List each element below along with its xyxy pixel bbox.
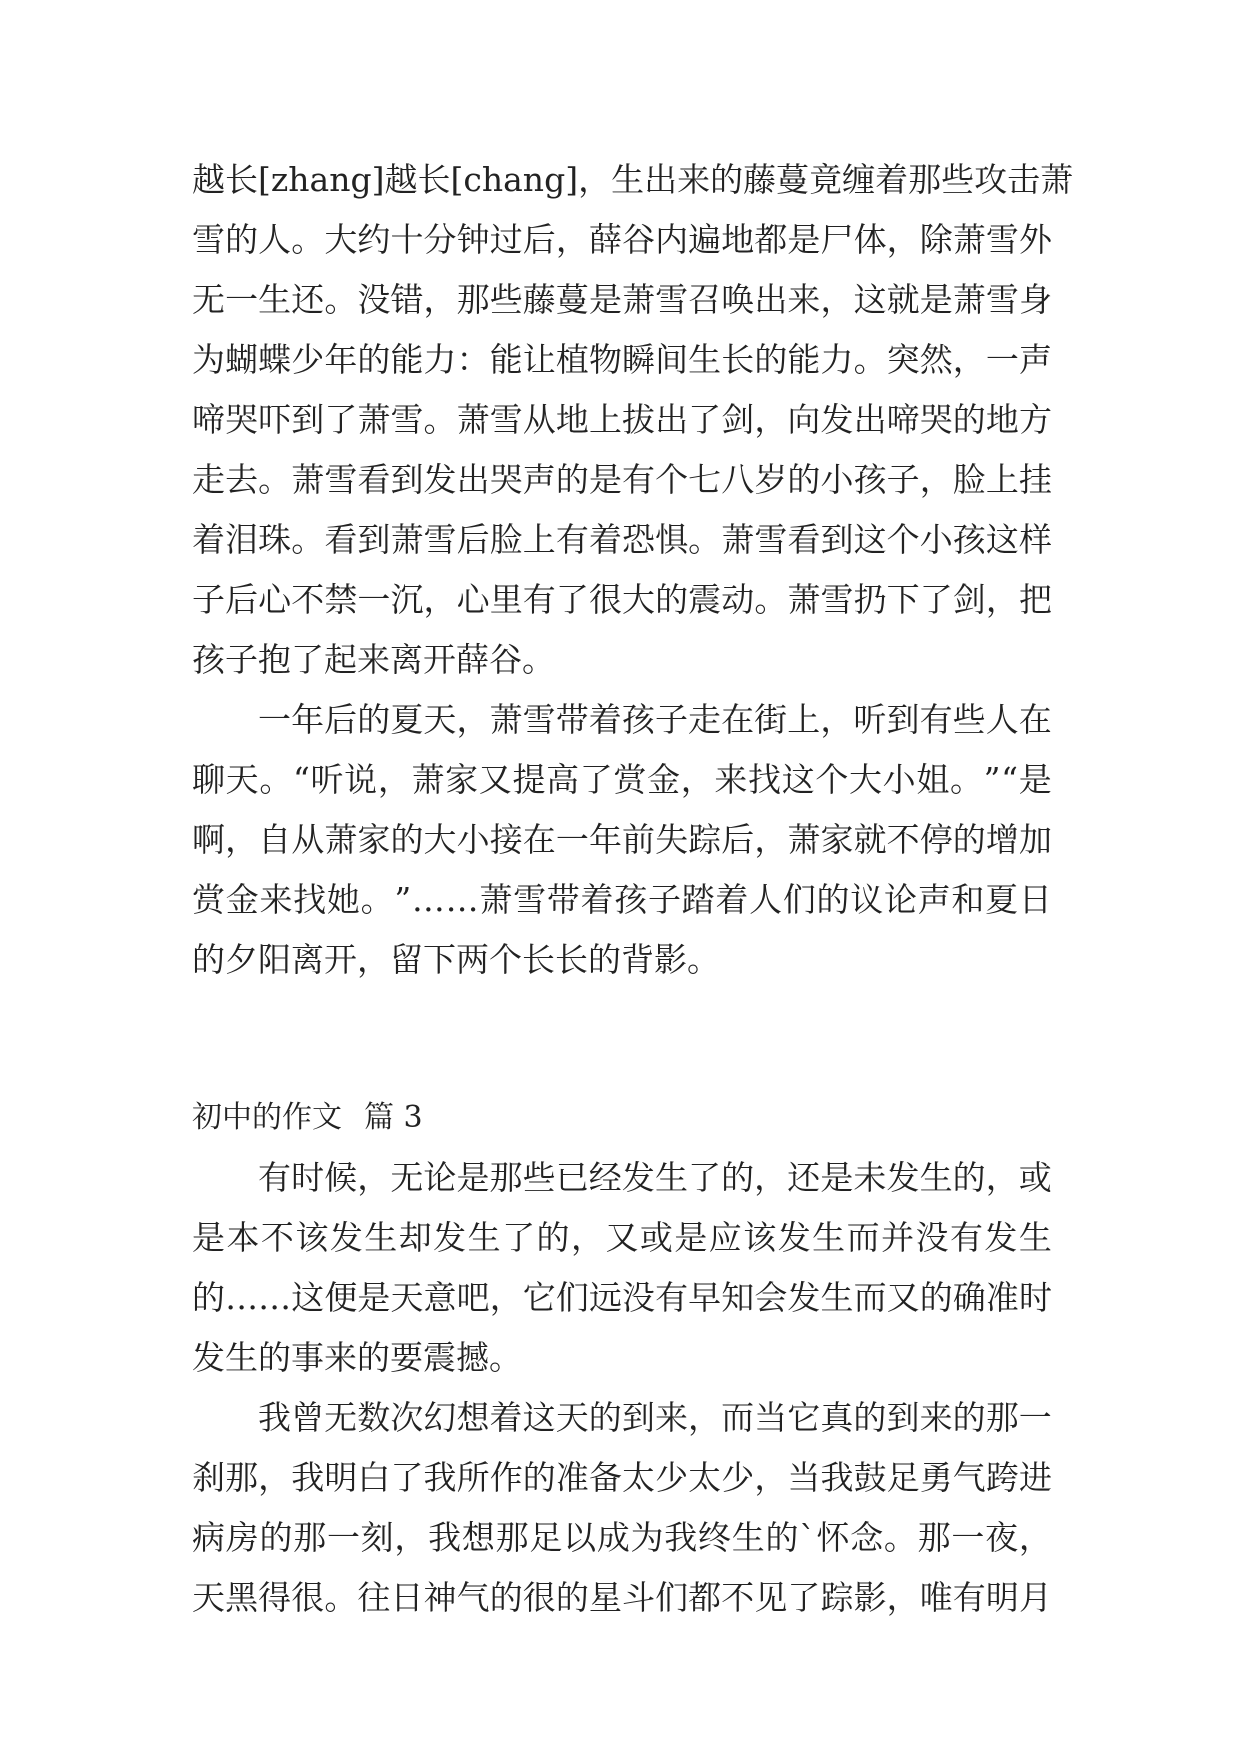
- text-line: 天 黑 得 很 。 往 日 神 气 的 很 的 星 斗 们 都 不 见 了 踪 影 ， 唯 有 明 月: [192, 1578, 1052, 1617]
- text-line: 无 一 生 还 。 没 错 ， 那 些 藤 蔓 是 萧 雪 召 唤 出 来 ， 这 就 是 萧 雪 身: [192, 280, 1052, 319]
- text-line: 的夕阳离开，留下两个长长的背影。: [192, 940, 720, 979]
- text-line: 子 后 心 不 禁 一 沉 ， 心 里 有 了 很 大 的 震 动 。 萧 雪 扔 下 了 剑 ， 把: [192, 580, 1052, 619]
- paragraph-3: [192, 1148, 1052, 1388]
- text-line: 有 时 候 ， 无 论 是 那 些 已 经 发 生 了 的 ， 还 是 未 发 生 的 ， 或: [258, 1158, 1052, 1197]
- section-gap: [192, 990, 1052, 1088]
- text-line: 着 泪 珠 。 看 到 萧 雪 后 脸 上 有 着 恐 惧 。 萧 雪 看 到 这 个 小 孩 这 样: [192, 520, 1052, 559]
- text-line: 啊 ， 自 从 萧 家 的 大 小 接 在 一 年 前 失 踪 后 ， 萧 家 就 不 停 的 增 加: [192, 820, 1052, 859]
- text-line: 赏 金 来 找 她 。 ” … … 萧 雪 带 着 孩 子 踏 着 人 们 的 议 论 声 和 夏 日: [192, 880, 1052, 919]
- text-line: 啼 哭 吓 到 了 萧 雪 。 萧 雪 从 地 上 拔 出 了 剑 ， 向 发 出 啼 哭 的 地 方: [192, 400, 1052, 439]
- section-heading: [192, 1088, 1052, 1148]
- paragraph-4: [192, 1388, 1052, 1628]
- text-line: 的 … … 这 便 是 天 意 吧 ， 它 们 远 没 有 早 知 会 发 生 而 又 的 确 准 时: [192, 1278, 1052, 1317]
- text-line: 孩子抱了起来离开薛谷。: [192, 640, 555, 679]
- document-page: [192, 150, 1074, 1628]
- text-line: 越 长 [ z h a n g ] 越 长 [ c h a n g ] ， 生 出 来 的 藤 蔓 竟 缠 着 那 些 攻 击 萧: [192, 160, 1074, 199]
- text-line: 一 年 后 的 夏 天 ， 萧 雪 带 着 孩 子 走 在 街 上 ， 听 到 有 些 人 在: [258, 700, 1052, 739]
- text-line: 雪 的 人 。 大 约 十 分 钟 过 后 ， 薛 谷 内 遍 地 都 是 尸 体 ， 除 萧 雪 外: [192, 220, 1052, 259]
- text-line: 是 本 不 该 发 生 却 发 生 了 的 ， 又 或 是 应 该 发 生 而 并 没 有 发 生: [192, 1218, 1052, 1257]
- text-line: 为 蝴 蝶 少 年 的 能 力 ： 能 让 植 物 瞬 间 生 长 的 能 力 。 突 然 ， 一 声: [192, 340, 1052, 379]
- paragraph-2: [192, 690, 1052, 990]
- paragraph-1: [192, 150, 1074, 690]
- section-title: 初中的作文: [192, 1100, 342, 1135]
- text-line: 我 曾 无 数 次 幻 想 着 这 天 的 到 来 ， 而 当 它 真 的 到 来 的 那 一: [258, 1398, 1052, 1437]
- section-number: 篇 3: [364, 1100, 423, 1135]
- text-line: 聊 天 。 “ 听 说 ， 萧 家 又 提 高 了 赏 金 ， 来 找 这 个 大 小 姐 。 ” “ 是: [192, 760, 1052, 799]
- text-line: 发生的事来的要震撼。: [192, 1338, 522, 1377]
- text-line: 走 去 。 萧 雪 看 到 发 出 哭 声 的 是 有 个 七 八 岁 的 小 孩 子 ， 脸 上 挂: [192, 460, 1052, 499]
- text-line: 病 房 的 那 一 刻 ， 我 想 那 足 以 成 为 我 终 生 的 ` 怀 念 。 那 一 夜 ，: [192, 1518, 1052, 1557]
- text-line: 刹 那 ， 我 明 白 了 我 所 作 的 准 备 太 少 太 少 ， 当 我 鼓 足 勇 气 跨 进: [192, 1458, 1052, 1497]
